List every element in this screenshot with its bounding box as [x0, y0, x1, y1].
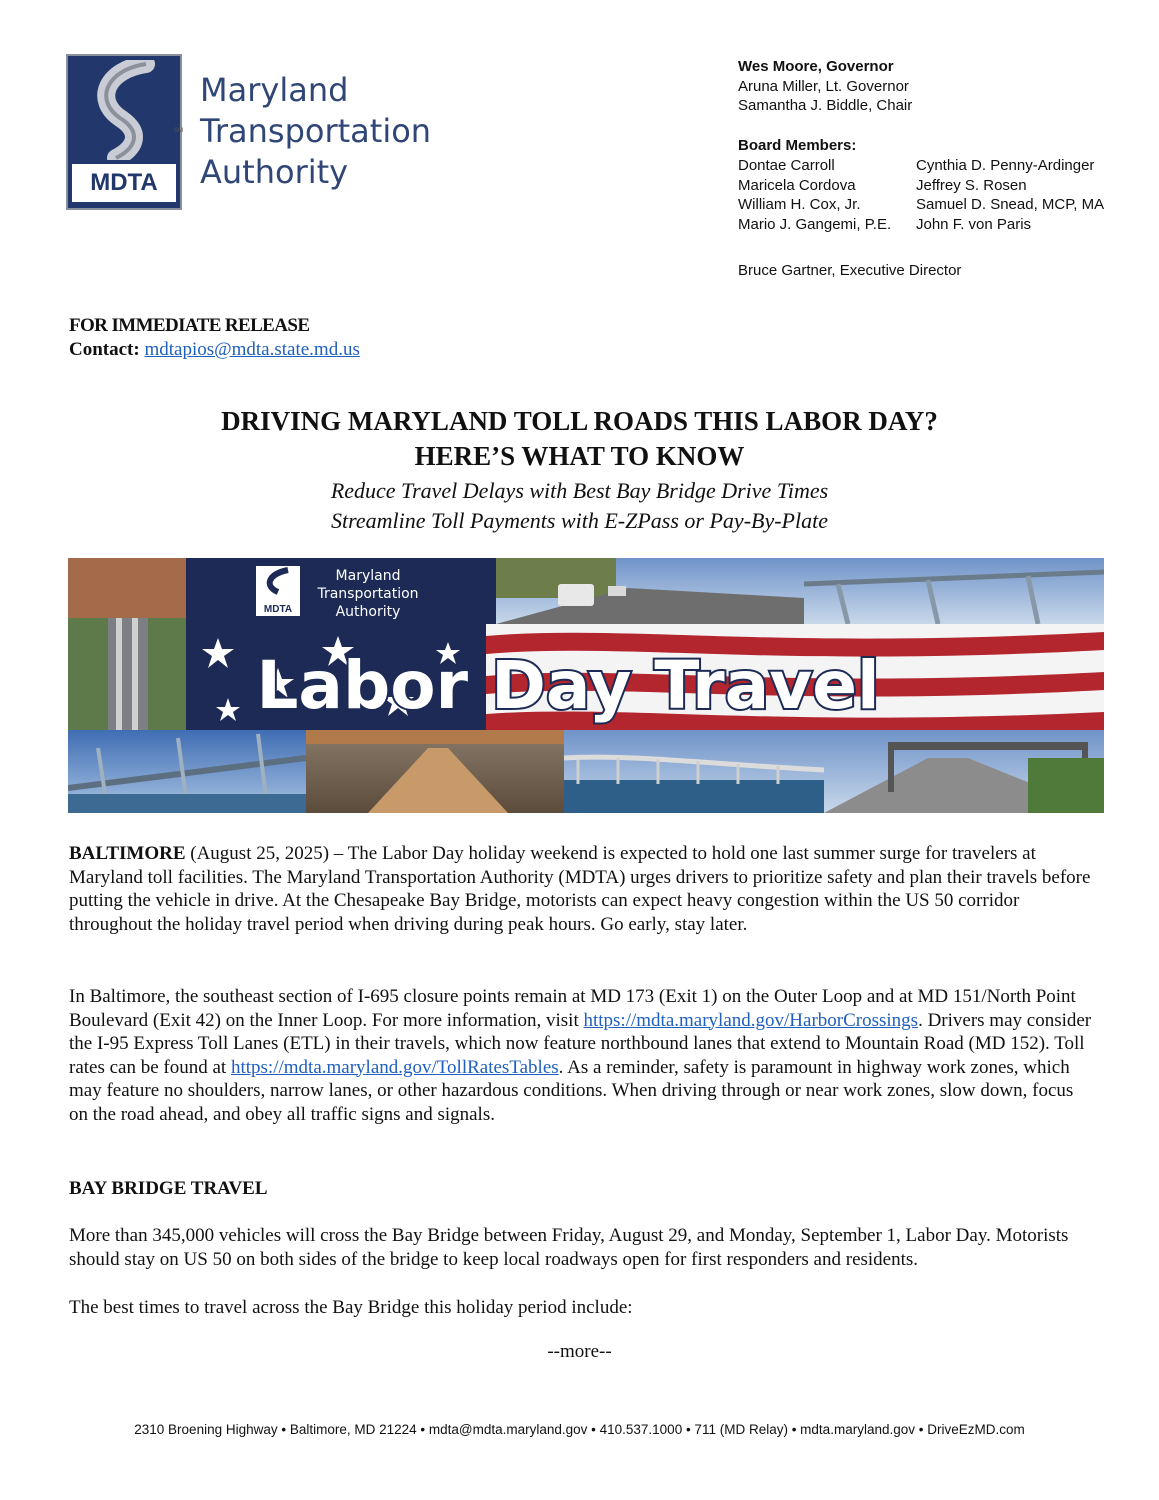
- release-label: FOR IMMEDIATE RELEASE: [69, 315, 310, 336]
- logo-wordmark: [200, 70, 431, 193]
- paragraph-baltimore-text-a: In Baltimore, the southeast section of I-695 closure points remain at MD 173 (Exit 1) on the Outer Loop and at MD 151/North Point Boulevard (Exit 42) on the Inner Loop. For more information, visit: [69, 986, 1076, 1031]
- chair: Samantha J. Biddle, Chair: [738, 97, 913, 114]
- paragraph-baltimore-text-b: . Drivers may consider the I-95 Express Toll Lanes (ETL) in their travels, which now feature northbound lanes that extend to Mountain Road (MD 152). Toll rates can be found at: [69, 1009, 1092, 1078]
- bridge-photo-top: [804, 558, 1104, 624]
- board-member: Samuel D. Snead, MCP, MA: [916, 196, 1105, 214]
- board-members-left: [738, 156, 891, 234]
- executive-director: Bruce Gartner, Executive Director: [738, 262, 962, 279]
- logo-line-3: Authority: [200, 153, 349, 191]
- mdta-abbrev: MDTA: [72, 164, 176, 202]
- lt-governor: Aruna Miller, Lt. Governor: [738, 77, 909, 95]
- paragraph-best-times: The best times to travel across the Bay Bridge this holiday period include:: [69, 1297, 633, 1318]
- paragraph-intro: [69, 842, 1093, 936]
- logo-line-1: Maryland: [200, 71, 349, 109]
- subheadline: [0, 476, 1159, 536]
- toll-rates-link[interactable]: https://mdta.maryland.gov/TollRatesTables: [230, 1056, 559, 1078]
- logo-line-2: Transportation: [200, 112, 432, 150]
- board-member: Dontae Carroll: [738, 157, 835, 174]
- headline-line-1: DRIVING MARYLAND TOLL ROADS THIS LABOR DAY?: [221, 406, 938, 436]
- more-indicator: --more--: [547, 1341, 612, 1362]
- governor: Wes Moore, Governor: [738, 58, 894, 75]
- headline: [0, 404, 1159, 474]
- contact-email-link[interactable]: mdtapios@mdta.state.md.us: [144, 339, 360, 360]
- mdta-logo: [66, 52, 466, 212]
- banner-abbrev: MDTA: [263, 604, 293, 615]
- contact-label: Contact:: [69, 339, 140, 360]
- bay-bridge-heading: BAY BRIDGE TRAVEL: [69, 1178, 268, 1199]
- banner-org-line-1: Maryland: [335, 568, 401, 584]
- paragraph-baltimore: [69, 985, 1093, 1126]
- board-members-right: [916, 156, 1104, 234]
- board-member: William H. Cox, Jr.: [738, 196, 861, 214]
- banner-title: Labor Day Travel: [256, 647, 880, 724]
- board-member: Jeffrey S. Rosen: [916, 176, 1027, 194]
- board-member: Maricela Cordova: [738, 176, 856, 194]
- banner-org-line-2: Transportation: [317, 586, 419, 602]
- mdta-logo-mark: [66, 54, 182, 210]
- board-member: Cynthia D. Penny-Ardinger: [916, 157, 1095, 174]
- road-curve-icon: [76, 60, 172, 160]
- board-member: Mario J. Gangemi, P.E.: [738, 215, 892, 233]
- paragraph-baltimore-text-c: . As a reminder, safety is paramount in highway work zones, which may feature no shoulders, narrow lanes, or other hazardous conditions. When driving through or near work zones, slow down, focus on the road ahead, and obey all traffic signs and signals.: [69, 1056, 1074, 1125]
- board-members-title: Board Members:: [738, 137, 857, 154]
- officials-block: [738, 57, 912, 116]
- dateline: BALTIMORE: [69, 843, 186, 864]
- harbor-crossings-link[interactable]: https://mdta.maryland.gov/HarborCrossings: [583, 1009, 919, 1031]
- banner-graphic: [68, 558, 1104, 813]
- paragraph-intro-text: (August 25, 2025) – The Labor Day holiday weekend is expected to hold one last summer surge for travelers at Maryland toll facilities. The Maryland Transportation Authority (MDTA) urges drivers to prioritize safety and plan their travels before putting the vehicle in drive. At the Chesapeake Bay Bridge, motorists can expect heavy congestion within the US 50 corridor throughout the holiday travel period when driving during peak hours. Go early, stay later.: [69, 843, 1091, 935]
- labor-day-banner: [68, 558, 1104, 813]
- contact-line: [69, 339, 360, 361]
- paragraph-bay-bridge: More than 345,000 vehicles will cross the Bay Bridge between Friday, August 29, and Monday, September 1, Labor Day. Motorists should stay on US 50 on both sides of the bridge to keep local roadways open for first responders and residents.: [69, 1225, 1069, 1270]
- footer-address: 2310 Broening Highway • Baltimore, MD 21224 • mdta@mdta.maryland.gov • 410.537.1000 • 711 (MD Relay) • mdta.maryland.gov • DriveEzMD.com: [134, 1422, 1025, 1437]
- service-mark: SM: [174, 128, 183, 134]
- subheadline-line-2: Streamline Toll Payments with E-ZPass or Pay-By-Plate: [331, 508, 828, 533]
- board-member: John F. von Paris: [916, 215, 1032, 233]
- headline-line-2: HERE’S WHAT TO KNOW: [414, 441, 745, 471]
- banner-org-line-3: Authority: [335, 604, 401, 620]
- subheadline-line-1: Reduce Travel Delays with Best Bay Bridge Drive Times: [330, 478, 829, 503]
